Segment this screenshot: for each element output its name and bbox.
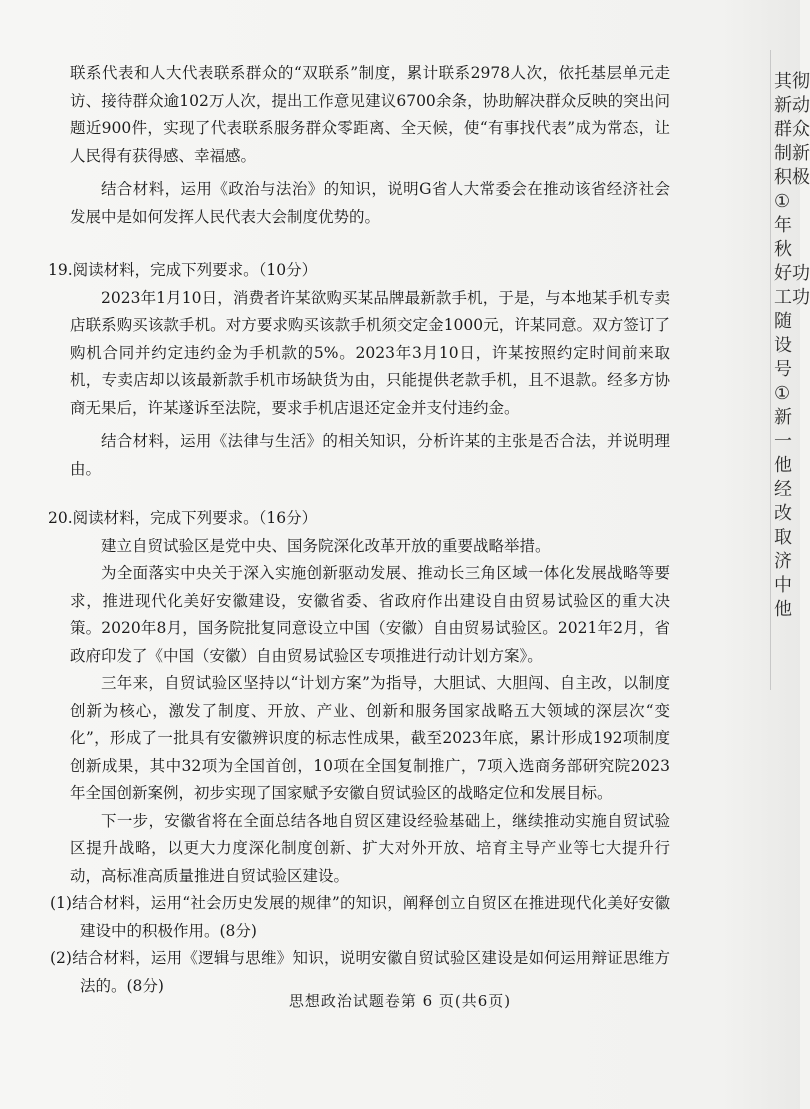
adjacent-char: 中	[774, 575, 792, 596]
q20-paragraph-2: 为全面落实中央关于深入实施创新驱动发展、推动长三角区域一体化发展战略等要求，推进现代化美好安徽建设，安徽省委、省政府作出建设自由贸易试验区的重大决策。2020年8月，国务院批复同意设立中国（安徽）自由贸易试验区。2021年2月，省政府印发了《中国（安徽）自由贸易试验区专项推进行动计划方案》。	[70, 564, 670, 665]
adjacent-char: 济	[774, 551, 792, 572]
q20-heading: 20.阅读材料，完成下列要求。（16分）	[48, 509, 318, 527]
adjacent-char: 取	[774, 527, 792, 548]
adjacent-char: 新动	[774, 95, 810, 116]
adjacent-char: 群众	[774, 119, 810, 140]
adjacent-char: 制新	[774, 143, 810, 164]
adjacent-char: 经	[774, 479, 792, 500]
adjacent-char: 秋	[774, 239, 792, 260]
q20-subquestion-2: (2)结合材料，运用《逻辑与思维》知识，说明安徽自贸试验区建设是如何运用辩证思维方法的。(8分)	[50, 949, 670, 995]
q20-paragraph-1: 建立自贸试验区是党中央、国务院深化改革开放的重要战略举措。	[101, 536, 551, 555]
adjacent-char: 设	[774, 335, 792, 356]
intro-paragraph: 联系代表和人大代表联系群众的“双联系”制度，累计联系2978人次，依托基层单元走访、接待群众逾102万人次，提出工作意见建议6700余条，协助解决群众反映的突出问题近900件，实现了代表联系服务群众零距离、全天候，使“有事找代表”成为常态，让人民得有获得感、幸福感。	[70, 64, 670, 165]
page-footer: 思想政治试题卷第 6 页(共6页)	[288, 992, 512, 1010]
adjacent-char: ①	[774, 383, 791, 404]
adjacent-char: 积极	[774, 167, 810, 188]
q20-paragraph-4: 下一步，安徽省将在全面总结各地自贸区建设经验基础上，继续推动实施自贸试验区提升战略，以更大力度深化制度创新、扩大对外开放、培育主导产业等七大提升行动，高标准高质量推进自贸试验区建设。	[70, 811, 670, 885]
intro-task: 结合材料，运用《政治与法治》的知识，说明G省人大常委会在推动该省经济社会发展中是如何发挥人民代表大会制度优势的。	[70, 180, 670, 226]
adjacent-char: 工功	[774, 287, 810, 308]
q20-subquestion-1: (1)结合材料，运用“社会历史发展的规律”的知识，阐释创立自贸区在推进现代化美好安徽建设中的积极作用。(8分)	[50, 894, 670, 940]
adjacent-char: 一	[774, 431, 792, 452]
q19-material: 2023年1月10日，消费者许某欲购买某品牌最新款手机，于是，与本地某手机专卖店联系购买该款手机。对方要求购买该款手机须交定金1000元，许某同意。双方签订了购机合同并约定违约金为手机款的5%。2023年3月10日，许某按照约定时间前来取机，专卖店却以该最新款手机市场缺货为由，只能提供老款手机，且不退款。经多方协商无果后，许某遂诉至法院，要求手机店退还定金并支付违约金。	[70, 288, 670, 417]
adjacent-char: 改	[774, 503, 792, 524]
adjacent-char: 他	[774, 599, 792, 620]
adjacent-char: 随	[774, 311, 792, 332]
adjacent-char: 他	[774, 455, 792, 476]
q20-paragraph-3: 三年来，自贸试验区坚持以“计划方案”为指导，大胆试、大胆闯、自主改，以制度创新为核心，激发了制度、开放、产业、创新和服务国家战略五大领域的深层次“变化”，形成了一批具有安徽辨识度的标志性成果，截至2023年底，累计形成192项制度创新成果，其中32项为全国首创，10项在全国复制推广，7项入选商务部研究院2023年全国创新案例，初步实现了国家赋予安徽自贸试验区的战略定位和发展目标。	[70, 674, 670, 802]
question-content	[48, 60, 670, 1000]
adjacent-char: 号	[774, 359, 792, 380]
adjacent-page-text	[774, 70, 810, 622]
adjacent-char: 好功	[774, 263, 810, 284]
q19-heading: 19.阅读材料，完成下列要求。（10分）	[48, 261, 318, 279]
adjacent-char: 年	[774, 215, 792, 236]
adjacent-char: 新	[774, 407, 792, 428]
q19-task: 结合材料，运用《法律与生活》的相关知识，分析许某的主张是否合法，并说明理由。	[70, 432, 670, 478]
adjacent-char: ①	[774, 191, 791, 212]
adjacent-char: 其彻	[774, 71, 810, 92]
